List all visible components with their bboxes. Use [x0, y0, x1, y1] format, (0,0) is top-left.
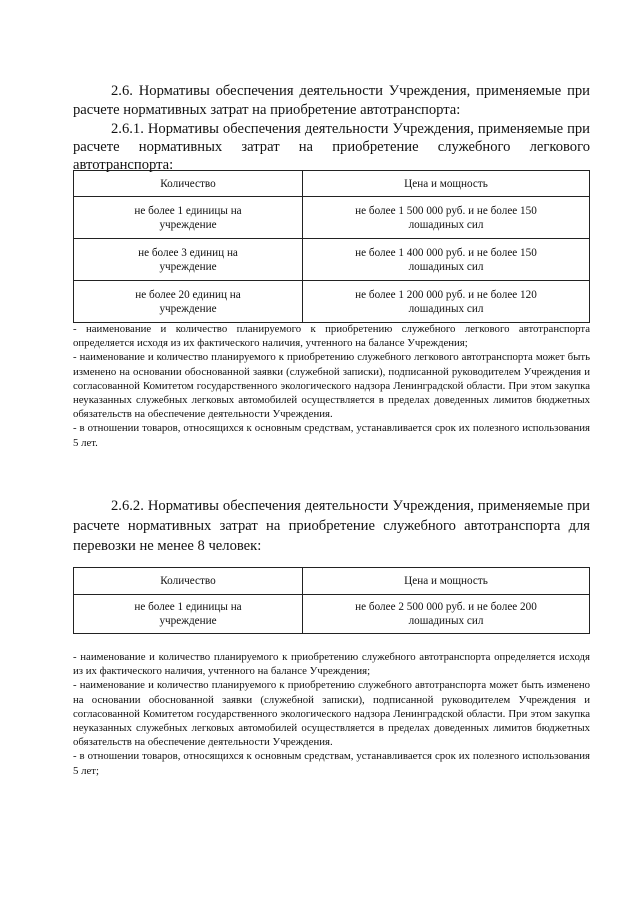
note-item: - наименование и количество планируемого к приобретению служебного легкового автотранспорта может быть изменено на основании обоснованной заявки (служебной записки), подписанной руководителем Учреждения и согласованной Комитетом государственного экологического надзора Ленинградской области. При этом закупка неуказанных служебных легковых автомобилей осуществляется в пределах доведенных лимитов бюджетных обязательств на обеспечение деятельности Учреждения. — [73, 351, 590, 421]
quantity-cell: не более 1 единицы на учреждение — [134, 204, 242, 231]
passenger-van-norms-table — [73, 567, 590, 634]
table-header-row — [74, 171, 590, 197]
note-item: - в отношении товаров, относящихся к основным средствам, устанавливается срок их полезного использования 5 лет. — [73, 422, 590, 449]
note-item: - в отношении товаров, относящихся к основным средствам, устанавливается срок их полезного использования 5 лет; — [73, 750, 590, 777]
price-power-cell: не более 2 500 000 руб. и не более 200 лошадиных сил — [355, 601, 537, 627]
table-row — [74, 281, 590, 323]
notes-passenger-cars — [73, 322, 590, 450]
column-header-quantity: Количество — [74, 171, 303, 197]
column-header-price-power: Цена и мощность — [303, 171, 590, 197]
note-item: - наименование и количество планируемого к приобретению служебного легкового автотранспорта определяется исходя из их фактического наличия, учтенного на балансе Учреждения; — [73, 323, 590, 350]
passenger-car-norms-table — [73, 170, 590, 323]
column-header-quantity: Количество — [74, 568, 303, 595]
quantity-cell: не более 1 единицы на учреждение — [134, 601, 242, 627]
table-header-row — [74, 568, 590, 595]
section-2-6-2-heading: 2.6.2. Нормативы обеспечения деятельности Учреждения, применяемые при расчете нормативных затрат на приобретение служебного автотранспорта для перевозки не менее 8 человек: — [73, 498, 590, 554]
price-power-cell: не более 1 200 000 руб. и не более 120 лошадиных сил — [355, 288, 537, 315]
table-row — [74, 595, 590, 634]
section-2-6-heading: 2.6. Нормативы обеспечения деятельности Учреждения, применяемые при расчете нормативных затрат на приобретение автотранспорта: — [73, 83, 590, 118]
quantity-cell: не более 3 единиц на учреждение — [138, 246, 238, 273]
notes-passenger-vans — [73, 650, 590, 778]
table-row — [74, 197, 590, 239]
price-power-cell: не более 1 400 000 руб. и не более 150 лошадиных сил — [355, 246, 537, 273]
note-item: - наименование и количество планируемого к приобретению служебного автотранспорта может быть изменено на основании обоснованной заявки (служебной записки), подписанной руководителем Учреждения и согласованной Комитетом государственного экологического надзора Ленинградской области. При этом закупка неуказанных служебных легковых автомобилей осуществляется в пределах доведенных лимитов бюджетных обязательств на обеспечение деятельности Учреждения. — [73, 679, 590, 749]
table-row — [74, 239, 590, 281]
column-header-price-power: Цена и мощность — [303, 568, 590, 595]
price-power-cell: не более 1 500 000 руб. и не более 150 лошадиных сил — [355, 204, 537, 231]
quantity-cell: не более 20 единиц на учреждение — [135, 288, 241, 315]
note-item: - наименование и количество планируемого к приобретению служебного автотранспорта определяется исходя из их фактического наличия, учтенного на балансе Учреждения; — [73, 651, 590, 678]
section-2-6-1-heading: 2.6.1. Нормативы обеспечения деятельности Учреждения, применяемые при расчете нормативных затрат на приобретение служебного легкового автотранспорта: — [73, 121, 590, 173]
